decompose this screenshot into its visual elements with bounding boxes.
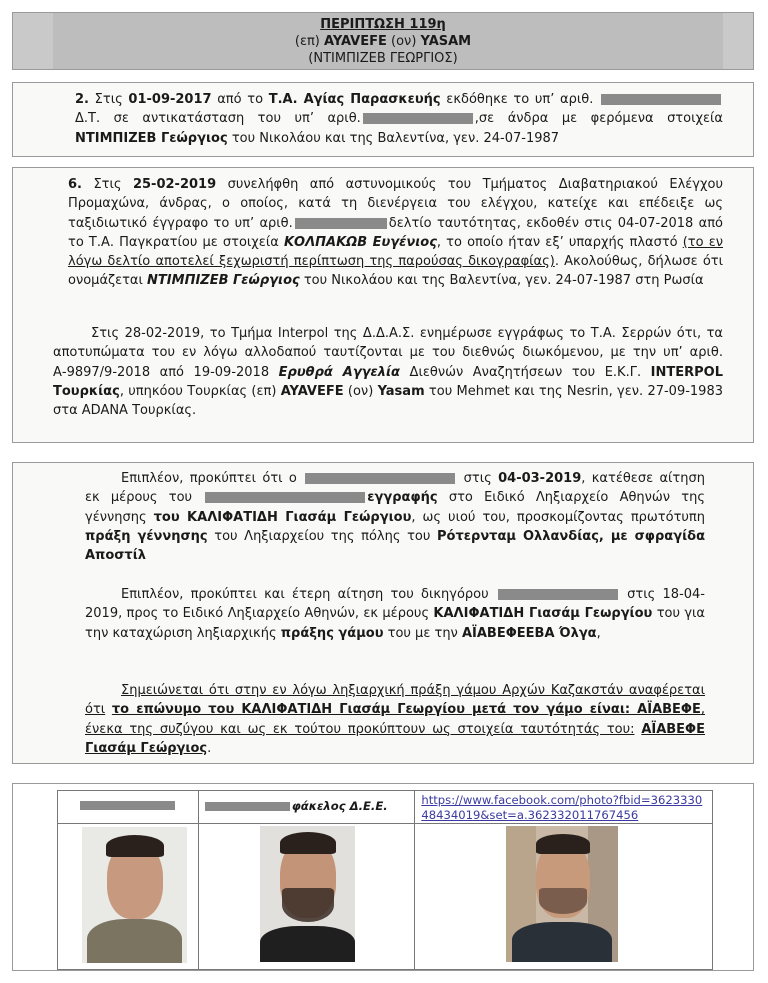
case-title: ΠΕΡΙΠΤΩΣΗ 119η xyxy=(320,17,446,32)
section-6-paragraph-1: 6. Στις 25-02-2019 συνελήφθη από αστυνομικούς του Τμήματος Διαβατηριακού Ελέγχου Προμαχώνα, άνδρας, ο οποίος, κατά τη διενέργεια του ελέγχου, κατείχε και επέδειξε ως ταξιδιωτικό έγγραφο το υπ’ αριθ. δελτίο ταυτότητας, εκδοθέν στις 04-07-2018 από το Τ.Α. Παγκρατίου με στοιχεία ΚΟΛΠΑΚΩΒ Ευγένιος, το οποίο ήταν εξ’ υπαρχής πλαστό (το εν λόγω δελτίο αποτελεί ξεχωριστή περίπτωση της παρούσας δικογραφίας). Ακολούθως, δήλωσε ότι ονομάζεται ΝΤΙΜΠΙΖΕΒ Γεώργιος του Νικολάου και της Βαλεντίνα, γεν. 24-07-1987 στη Ρωσία xyxy=(68,177,724,289)
case-alias: (ΝΤΙΜΠΙΖΕΒ ΓΕΩΡΓΙΟΣ) xyxy=(308,51,458,66)
registry-paragraph-3: Σημειώνεται ότι στην εν λόγω ληξιαρχική πράξη γάμου Αρχών Καζακστάν αναφέρεται ότι το επώνυμο του ΚΑΛΙΦΑΤΙΔΗ Γιασάμ Γεωργίου μετά τον γάμο είναι: ΑΪΑΒΕΦΕ, ένεκα της συζύγου και ως εκ τούτου προκύπτουν ως στοιχεία ταυτότητάς του: ΑΪΑΒΕΦΕ Γιασάμ Γεώργιος. xyxy=(85,683,705,756)
registry-paragraph-1: Επιπλέον, προκύπτει ότι ο στις 04-03-2019, κατέθεσε αίτηση εκ μέρους του εγγραφής στο Ειδικό Ληξιαρχείο Αθηνών της γέννησης του ΚΑΛΙΦΑΤΙΔΗ Γιασάμ Γεώργιου, ως υιού του, προσκομίζοντας πρωτότυπη πράξη γέννησης του Ληξιαρχείου της πόλης του Ρότερνταμ Ολλανδίας, με σφραγίδα Αποστίλ xyxy=(85,471,705,564)
section-2-panel xyxy=(12,82,754,157)
redaction xyxy=(498,589,618,600)
case-header xyxy=(12,12,754,70)
redaction xyxy=(363,113,473,124)
section-6-panel xyxy=(12,167,754,443)
suspect-photo-1 xyxy=(82,827,187,963)
registry-paragraph-2: Επιπλέον, προκύπτει και έτερη αίτηση του δικηγόρου στις 18-04-2019, προς το Ειδικό Ληξιαρχείο Αθηνών, εκ μέρους ΚΑΛΙΦΑΤΙΔΗ Γιασάμ Γεωργίου του για την καταχώριση ληξιαρχικής πράξης γάμου του με την ΑΪΑΒΕΦΕΕΒΑ Όλγα, xyxy=(85,587,705,641)
facebook-photo-link[interactable]: https://www.facebook.com/photo?fbid=362333048434019&set=a.362332011767456 xyxy=(421,793,703,822)
suspect-photo-3 xyxy=(506,826,618,962)
section-2-text: 2. Στις 01-09-2017 από το Τ.Α. Αγίας Παρασκευής εκδόθηκε το υπ’ αριθ. Δ.Τ. σε αντικατάσταση του υπ’ αριθ. ,σε άνδρα με φερόμενα στοιχεία ΝΤΙΜΠΙΖΕΒ Γεώργιος του Νικολάου και της Βαλεντίνα, γεν. 24-07-1987 xyxy=(75,92,723,146)
photo-col3-header xyxy=(415,791,713,824)
redaction xyxy=(80,801,175,810)
photo-col2-header: φάκελος Δ.Ε.Ε. xyxy=(198,791,415,824)
redaction xyxy=(205,802,290,811)
section-6-paragraph-2: Στις 28-02-2019, το Τμήμα Interpol της Δ.Δ.Α.Σ. ενημέρωσε εγγράφως το Τ.Α. Σερρών ότι, τα αποτυπώματα του εν λόγω αλλοδαπού ταυτίζονται με του διεθνώς διωκόμενου, με την υπ’ αριθ. Α-9897/9-2018 από 19-09-2018 Ερυθρά Αγγελία Διεθνών Αναζητήσεων του Ε.Κ.Γ. INTERPOL Τουρκίας, υπηκόου Τουρκίας (επ) AYAVEFE (ον) Yasam του Mehmet και της Nesrin, γεν. 27-09-1983 στα ADANA Τουρκίας. xyxy=(53,326,723,419)
suspect-photo-2 xyxy=(260,826,355,962)
registry-panel xyxy=(12,462,754,764)
case-subtitle: (επ) AYAVEFE (ον) YASAM xyxy=(294,34,472,49)
redaction xyxy=(601,94,721,105)
photo-col1-header xyxy=(58,791,199,824)
redaction xyxy=(295,218,387,229)
redaction xyxy=(205,492,365,503)
redaction xyxy=(305,473,455,484)
